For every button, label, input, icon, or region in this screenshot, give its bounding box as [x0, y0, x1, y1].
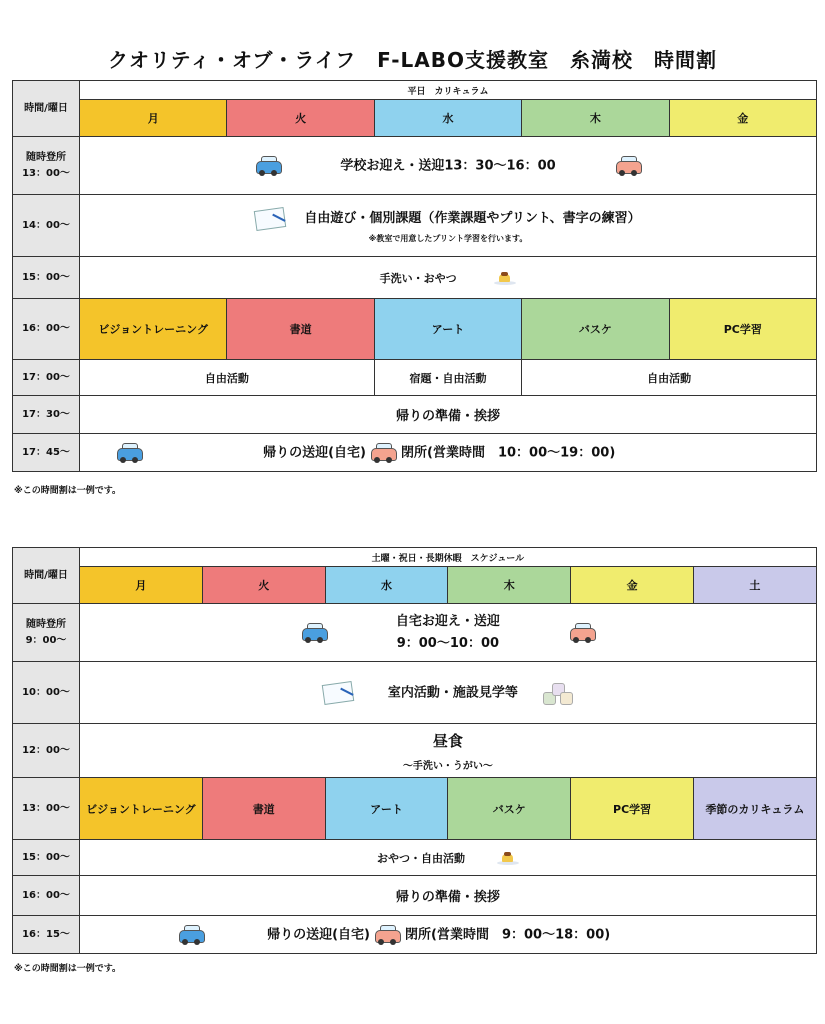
worksheet-icon [254, 207, 286, 231]
time-day-header: 時間/曜日 [13, 548, 80, 604]
page-title: クオリティ・オブ・ライフ F-LABO支援教室 糸満校 時間割 [107, 48, 718, 72]
car-icon [178, 923, 204, 947]
car-icon [569, 621, 595, 645]
day-friday: 金 [669, 100, 816, 137]
car-icon [116, 441, 142, 465]
free-play-note: ※教室で用意したプリント学習を行います。 [368, 233, 528, 243]
time-cell: 15：00〜 [13, 257, 80, 299]
pudding-icon [494, 272, 516, 286]
day-thursday: 木 [522, 100, 669, 137]
free-play-row [80, 195, 817, 257]
dropoff-text: 帰りの送迎(自宅) [263, 445, 366, 460]
lunch-row [80, 724, 817, 778]
time-cell: 16：15〜 [13, 916, 80, 954]
weekday-note: ※この時間割は一例です。 [14, 486, 122, 496]
holiday-note: ※この時間割は一例です。 [14, 964, 122, 974]
pickup-text: 学校お迎え・送迎13：30〜16：00 [340, 158, 556, 173]
day-friday: 金 [571, 567, 694, 604]
time-cell: 15：00〜 [13, 840, 80, 876]
time-cell: 17：30〜 [13, 396, 80, 434]
free-activity-cell: 自由活動 [80, 360, 375, 396]
day-saturday: 土 [693, 567, 816, 604]
weekday-timetable [12, 80, 817, 472]
closing-text: 閉所(営業時間 9：00〜18：00) [405, 927, 611, 942]
indoor-activity-row [80, 662, 817, 724]
time-cell [13, 604, 80, 662]
holiday-timetable [12, 547, 817, 954]
activity-seasonal: 季節のカリキュラム [693, 778, 816, 840]
day-monday: 月 [80, 567, 203, 604]
curriculum-heading: 平日 カリキュラム [80, 81, 817, 100]
activity-basketball: バスケ [448, 778, 571, 840]
time-cell: 13：00〜 [13, 778, 80, 840]
time-cell [13, 137, 80, 195]
car-icon [255, 154, 281, 178]
homework-cell: 宿題・自由活動 [374, 360, 521, 396]
time-cell: 16：00〜 [13, 876, 80, 916]
snack-text: 手洗い・おやつ [379, 271, 457, 285]
activity-pc-study: PC学習 [571, 778, 694, 840]
time-cell: 12：00〜 [13, 724, 80, 778]
activity-basketball: バスケ [522, 299, 669, 360]
lunch-text: 昼食 [432, 731, 463, 750]
dropoff-row [80, 916, 817, 954]
time-cell: 14：00〜 [13, 195, 80, 257]
day-thursday: 木 [448, 567, 571, 604]
day-monday: 月 [80, 100, 227, 137]
time-label: 13：00〜 [22, 167, 70, 179]
snack-row [80, 840, 817, 876]
time-cell: 10：00〜 [13, 662, 80, 724]
pickup-row [80, 604, 817, 662]
time-cell: 17：00〜 [13, 360, 80, 396]
activity-pc-study: PC学習 [669, 299, 816, 360]
activity-art: アート [325, 778, 448, 840]
car-icon [301, 621, 327, 645]
car-icon [615, 154, 641, 178]
schedule-heading: 土曜・祝日・長期休暇 スケジュール [80, 548, 817, 567]
time-cell: 16：00〜 [13, 299, 80, 360]
free-play-text: 自由遊び・個別課題（作業課題やプリント、書字の練習） [304, 211, 641, 227]
dropoff-text: 帰りの送迎(自宅) [267, 927, 370, 942]
dropoff-row [80, 434, 817, 472]
free-activity-cell: 自由活動 [522, 360, 817, 396]
day-wednesday: 水 [374, 100, 521, 137]
snack-row [80, 257, 817, 299]
worksheet-icon [322, 681, 354, 705]
activity-calligraphy: 書道 [202, 778, 325, 840]
pickup-time: 9：00〜10：00 [396, 635, 500, 651]
day-tuesday: 火 [227, 100, 374, 137]
activity-vision-training: ビジョントレーニング [80, 299, 227, 360]
day-wednesday: 水 [325, 567, 448, 604]
car-icon [370, 441, 396, 465]
prepare-row: 帰りの準備・挨拶 [80, 876, 817, 916]
snack-text: おやつ・自由活動 [377, 851, 466, 865]
indoor-activity-text: 室内活動・施設見学等 [387, 685, 518, 700]
pickup-row [80, 137, 817, 195]
puzzle-icon [541, 680, 573, 706]
prepare-row: 帰りの準備・挨拶 [80, 396, 817, 434]
time-label: 随時登所 [26, 151, 66, 163]
activity-calligraphy: 書道 [227, 299, 374, 360]
activity-vision-training: ビジョントレーニング [80, 778, 203, 840]
car-icon [374, 923, 400, 947]
closing-text: 閉所(営業時間 10：00〜19：00) [401, 445, 616, 460]
activity-art: アート [374, 299, 521, 360]
day-tuesday: 火 [202, 567, 325, 604]
time-label: 9：00〜 [25, 634, 67, 646]
time-cell: 17：45〜 [13, 434, 80, 472]
time-label: 随時登所 [26, 618, 66, 630]
pudding-icon [497, 852, 519, 866]
time-day-header: 時間/曜日 [13, 81, 80, 137]
lunch-note: 〜手洗い・うがい〜 [402, 760, 493, 772]
pickup-text: 自宅お迎え・送迎 [395, 613, 500, 629]
